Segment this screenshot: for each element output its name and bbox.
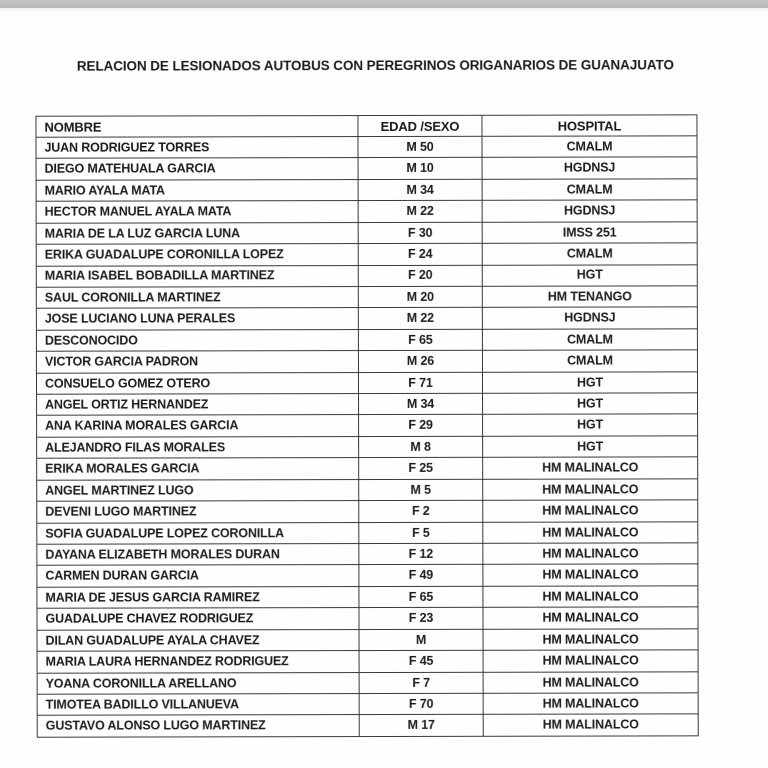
name-cell: JOSE LUCIANO LUNA PERALES	[36, 308, 358, 330]
name-cell: CONSUELO GOMEZ OTERO	[36, 372, 358, 394]
age-sex-cell: M 22	[358, 201, 482, 223]
hospital-cell: HM MALINALCO	[483, 564, 698, 586]
table-row	[36, 307, 697, 330]
hospital-cell: HM MALINALCO	[483, 500, 698, 522]
table-row	[37, 543, 698, 566]
age-sex-cell: F 71	[358, 372, 482, 394]
table-row	[36, 264, 697, 287]
hospital-cell: HM TENANGO	[482, 286, 697, 308]
age-sex-cell: M 10	[358, 158, 482, 180]
age-sex-cell: M 22	[358, 308, 482, 330]
hospital-cell: HGDNSJ	[482, 157, 697, 179]
age-sex-cell: F 20	[358, 265, 482, 287]
age-sex-cell: M 26	[358, 351, 482, 373]
table-row	[37, 436, 698, 459]
name-cell: GUADALUPE CHAVEZ RODRIGUEZ	[37, 608, 359, 630]
hospital-cell: CMALM	[482, 243, 697, 265]
name-cell: MARIA ISABEL BOBADILLA MARTINEZ	[36, 265, 358, 287]
document-title: RELACION DE LESIONADOS AUTOBUS CON PEREGRINOS ORIGANARIOS DE GUANAJUATO	[76, 57, 674, 74]
header-nombre: NOMBRE	[36, 116, 358, 138]
name-cell: SOFIA GUADALUPE LOPEZ CORONILLA	[37, 522, 359, 544]
hospital-cell: CMALM	[482, 136, 697, 158]
hospital-cell: HM MALINALCO	[483, 629, 698, 651]
hospital-cell: CMALM	[482, 329, 697, 351]
hospital-cell: HGT	[482, 264, 697, 286]
name-cell: DAYANA ELIZABETH MORALES DURAN	[37, 544, 359, 566]
age-sex-cell: M 20	[358, 286, 482, 308]
table-body	[36, 136, 698, 737]
table-row	[37, 457, 698, 480]
header-edad-sexo: EDAD /SEXO	[358, 115, 482, 136]
table-row	[37, 693, 698, 716]
hospital-cell: HM MALINALCO	[483, 693, 698, 715]
table-row	[36, 157, 697, 180]
hospital-cell: HGT	[483, 414, 698, 436]
hospital-cell: HGDNSJ	[482, 307, 697, 329]
name-cell: DIEGO MATEHUALA GARCIA	[36, 158, 358, 180]
name-cell: DILAN GUADALUPE AYALA CHAVEZ	[37, 629, 359, 651]
age-sex-cell: F 29	[359, 415, 483, 437]
name-cell: ERIKA GUADALUPE CORONILLA LOPEZ	[36, 244, 358, 266]
hospital-cell: HM MALINALCO	[483, 479, 698, 501]
age-sex-cell: F 23	[359, 608, 483, 630]
age-sex-cell: F 45	[359, 650, 483, 672]
hospital-cell: HGT	[482, 371, 697, 393]
age-sex-cell: F 65	[358, 329, 482, 351]
hospital-cell: HM MALINALCO	[483, 543, 698, 565]
hospital-cell: HM MALINALCO	[483, 671, 698, 693]
age-sex-cell: F 49	[359, 565, 483, 587]
table-row	[37, 586, 698, 609]
table-row	[37, 607, 698, 630]
table-header	[36, 115, 697, 137]
age-sex-cell: F 70	[359, 693, 483, 715]
name-cell: SAUL CORONILLA MARTINEZ	[36, 287, 358, 309]
name-cell: MARIA LAURA HERNANDEZ RODRIGUEZ	[37, 651, 359, 673]
name-cell: ANGEL ORTIZ HERNANDEZ	[37, 394, 359, 416]
age-sex-cell: M 34	[358, 179, 482, 201]
age-sex-cell: F 24	[358, 243, 482, 265]
age-sex-cell: M 5	[359, 479, 483, 501]
age-sex-cell: M 8	[359, 436, 483, 458]
age-sex-cell: F 5	[359, 522, 483, 544]
table-row	[36, 222, 697, 245]
age-sex-cell: M 34	[359, 393, 483, 415]
name-cell: YOANA CORONILLA ARELLANO	[37, 672, 359, 694]
hospital-cell: CMALM	[482, 350, 697, 372]
hospital-cell: HM MALINALCO	[483, 650, 698, 672]
hospital-cell: HM MALINALCO	[483, 714, 698, 736]
name-cell: ANA KARINA MORALES GARCIA	[37, 415, 359, 437]
hospital-cell: CMALM	[482, 179, 697, 201]
name-cell: CARMEN DURAN GARCIA	[37, 565, 359, 587]
table-row	[37, 479, 698, 502]
table-row	[37, 714, 698, 737]
name-cell: TIMOTEA BADILLO VILLANUEVA	[37, 694, 359, 716]
table-row	[36, 136, 697, 159]
hospital-cell: IMSS 251	[482, 222, 697, 244]
name-cell: MARIA DE LA LUZ GARCIA LUNA	[36, 222, 358, 244]
header-row	[36, 115, 697, 137]
hospital-cell: HGT	[483, 436, 698, 458]
header-hospital: HOSPITAL	[482, 115, 697, 136]
table-row	[37, 521, 698, 544]
table-row	[37, 650, 698, 673]
age-sex-cell: F 65	[359, 586, 483, 608]
age-sex-cell: F 2	[359, 500, 483, 522]
table-row	[37, 671, 698, 694]
hospital-cell: HM MALINALCO	[483, 521, 698, 543]
age-sex-cell: F 25	[359, 458, 483, 480]
table-row	[37, 393, 698, 416]
table-row	[37, 414, 698, 437]
name-cell: JUAN RODRIGUEZ TORRES	[36, 137, 358, 159]
table-row	[36, 371, 697, 394]
age-sex-cell: M 50	[358, 136, 482, 158]
table-row	[36, 329, 697, 352]
age-sex-cell: M	[359, 629, 483, 651]
name-cell: MARIA DE JESUS GARCIA RAMIREZ	[37, 586, 359, 608]
name-cell: MARIO AYALA MATA	[36, 179, 358, 201]
table-row	[36, 200, 697, 223]
name-cell: GUSTAVO ALONSO LUGO MARTINEZ	[37, 715, 359, 737]
hospital-cell: HM MALINALCO	[483, 607, 698, 629]
table-row	[37, 500, 698, 523]
table-row	[36, 286, 697, 309]
hospital-cell: HM MALINALCO	[483, 586, 698, 608]
table-row	[36, 243, 697, 266]
name-cell: VICTOR GARCIA PADRON	[36, 351, 358, 373]
age-sex-cell: F 12	[359, 543, 483, 565]
table-row	[36, 179, 697, 202]
hospital-cell: HGDNSJ	[482, 200, 697, 222]
name-cell: ANGEL MARTINEZ LUGO	[37, 479, 359, 501]
table-row	[36, 350, 697, 373]
hospital-cell: HM MALINALCO	[483, 457, 698, 479]
name-cell: HECTOR MANUEL AYALA MATA	[36, 201, 358, 223]
table-row	[37, 629, 698, 652]
table-row	[37, 564, 698, 587]
age-sex-cell: M 17	[359, 715, 483, 737]
hospital-cell: HGT	[483, 393, 698, 415]
name-cell: ALEJANDRO FILAS MORALES	[37, 436, 359, 458]
age-sex-cell: F 7	[359, 672, 483, 694]
name-cell: DEVENI LUGO MARTINEZ	[37, 501, 359, 523]
age-sex-cell: F 30	[358, 222, 482, 244]
injured-list-table	[35, 114, 698, 737]
name-cell: DESCONOCIDO	[36, 329, 358, 351]
name-cell: ERIKA MORALES GARCIA	[37, 458, 359, 480]
